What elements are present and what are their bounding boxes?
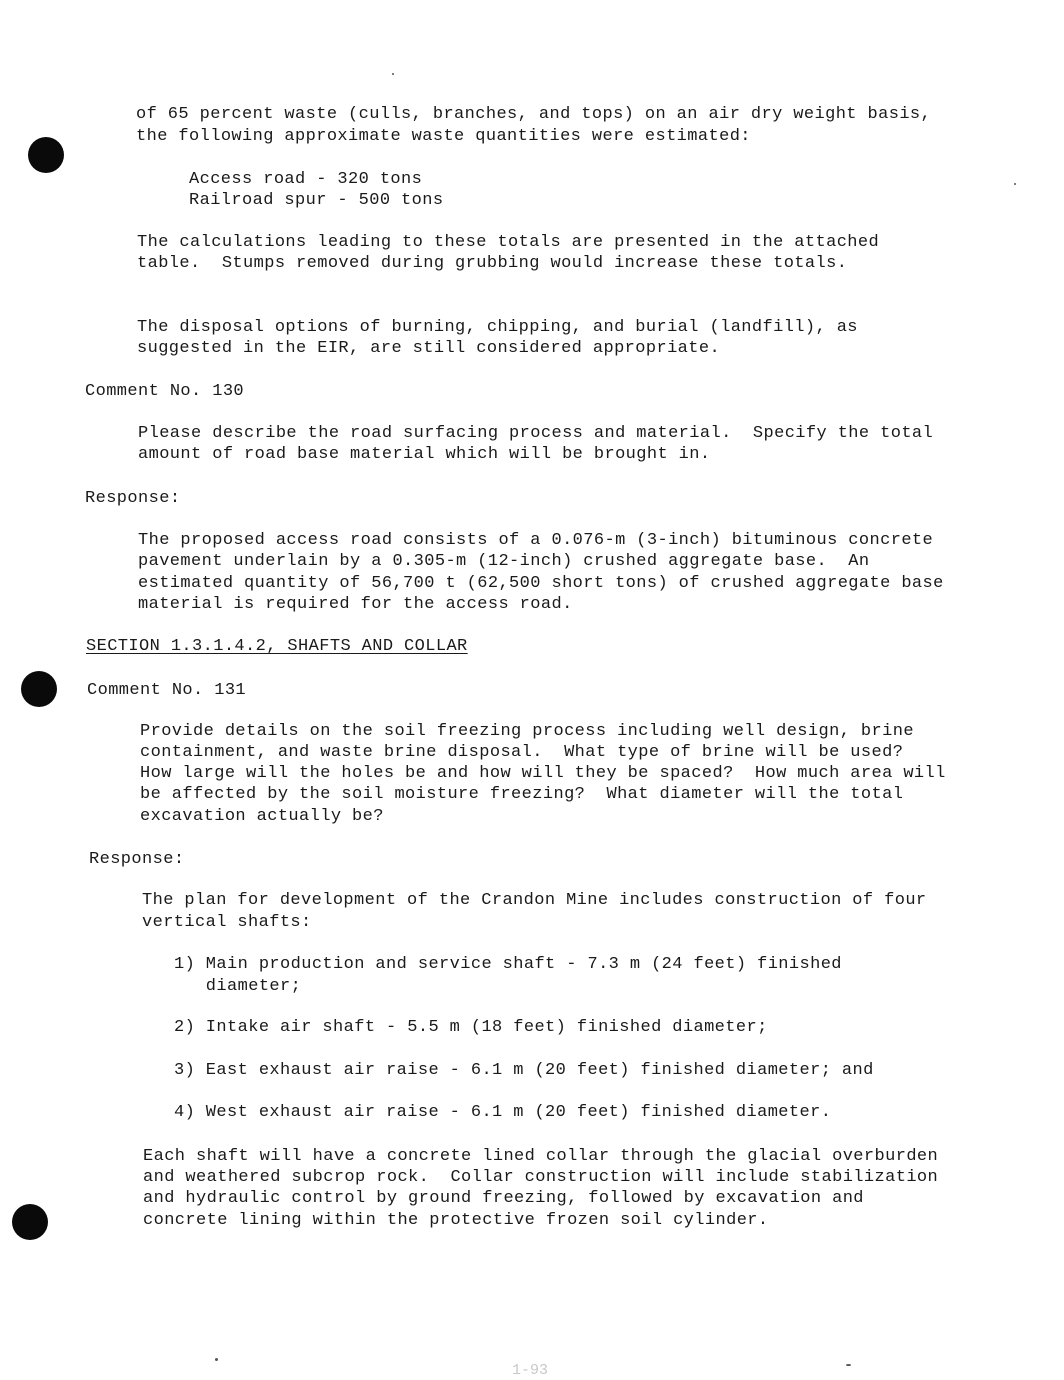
comment-130-label: Comment No. 130: [85, 382, 245, 401]
waste-quantity-item: Railroad spur - 500 tons: [189, 191, 444, 210]
calculations-paragraph-line: table. Stumps removed during grubbing would increase these totals.: [137, 254, 848, 273]
comment-130-text-line: amount of road base material which will be brought in.: [138, 445, 711, 464]
waste-quantity-item: Access road - 320 tons: [189, 170, 423, 189]
shaft-list-item: 1) Main production and service shaft - 7.3 m (24 feet) finished: [174, 955, 842, 974]
comment-130-response-line: pavement underlain by a 0.305-m (12-inch) crushed aggregate base. An: [138, 552, 870, 571]
comment-131-intro-line: vertical shafts:: [142, 913, 312, 932]
comment-131-closing-line: concrete lining within the protective frozen soil cylinder.: [143, 1211, 769, 1230]
comment-131-closing-line: and hydraulic control by ground freezing, followed by excavation and: [143, 1189, 864, 1208]
scan-speck: [215, 1358, 218, 1361]
punch-hole-bottom: [12, 1204, 48, 1240]
comment-130-response-line: The proposed access road consists of a 0.076-m (3-inch) bituminous concrete: [138, 531, 934, 550]
comment-131-text-line: be affected by the soil moisture freezing? What diameter will the total: [140, 785, 904, 804]
comment-131-text-line: Provide details on the soil freezing process including well design, brine: [140, 722, 914, 741]
scan-speck: [846, 1364, 851, 1366]
comment-130-response-line: material is required for the access road.: [138, 595, 573, 614]
comment-130-response-label: Response:: [85, 489, 181, 508]
shaft-list-item: 3) East exhaust air raise - 6.1 m (20 feet) finished diameter; and: [174, 1061, 874, 1080]
calculations-paragraph-line: The calculations leading to these totals are presented in the attached: [137, 233, 880, 252]
continuation-line: of 65 percent waste (culls, branches, and tops) on an air dry weight basis,: [136, 105, 932, 124]
punch-hole-middle: [21, 671, 57, 707]
comment-131-label: Comment No. 131: [87, 681, 247, 700]
page-number: 1-93: [512, 1362, 549, 1379]
disposal-paragraph-line: The disposal options of burning, chipping, and burial (landfill), as: [137, 318, 858, 337]
scan-speck: [392, 73, 394, 75]
punch-hole-top: [28, 137, 64, 173]
comment-131-response-label: Response:: [89, 850, 185, 869]
comment-131-text-line: How large will the holes be and how will they be spaced? How much area will: [140, 764, 946, 783]
comment-131-text-line: excavation actually be?: [140, 807, 384, 826]
shaft-list-item: 4) West exhaust air raise - 6.1 m (20 feet) finished diameter.: [174, 1103, 832, 1122]
section-heading: SECTION 1.3.1.4.2, SHAFTS AND COLLAR: [86, 637, 468, 656]
comment-130-response-line: estimated quantity of 56,700 t (62,500 short tons) of crushed aggregate base: [138, 574, 944, 593]
shaft-list-item: 2) Intake air shaft - 5.5 m (18 feet) finished diameter;: [174, 1018, 768, 1037]
continuation-line: the following approximate waste quantities were estimated:: [136, 127, 751, 146]
comment-131-closing-line: and weathered subcrop rock. Collar construction will include stabilization: [143, 1168, 939, 1187]
shaft-list-item: diameter;: [174, 977, 302, 996]
comment-130-text-line: Please describe the road surfacing process and material. Specify the total: [138, 424, 934, 443]
scan-speck: [1014, 183, 1016, 185]
disposal-paragraph-line: suggested in the EIR, are still considered appropriate.: [137, 339, 721, 358]
comment-131-closing-line: Each shaft will have a concrete lined collar through the glacial overburden: [143, 1147, 939, 1166]
comment-131-intro-line: The plan for development of the Crandon Mine includes construction of four: [142, 891, 927, 910]
comment-131-text-line: containment, and waste brine disposal. What type of brine will be used?: [140, 743, 904, 762]
